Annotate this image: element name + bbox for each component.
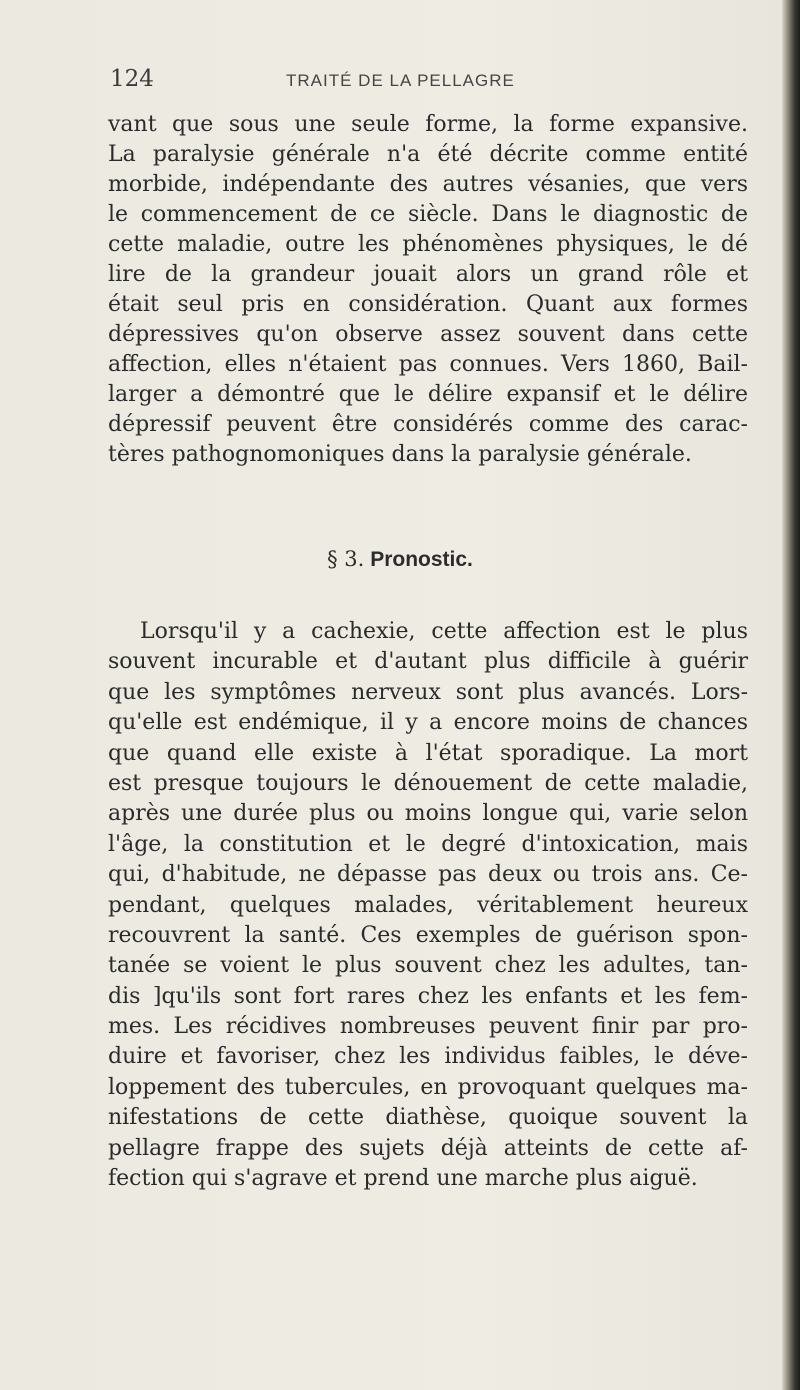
running-head: TRAITÉ DE LA PELLAGRE bbox=[286, 71, 515, 90]
paragraph-pronostic bbox=[108, 617, 748, 1194]
section-title: Pronostic. bbox=[370, 548, 473, 571]
text-line: dis ]qu'ils sont fort rares chez les enfants et les fem- bbox=[108, 983, 748, 1009]
paragraph-paralysie bbox=[108, 110, 748, 470]
page-binding-edge bbox=[782, 0, 800, 1390]
text-line: tanée se voient le plus souvent chez les adultes, tan- bbox=[108, 953, 748, 979]
text-line: La paralysie générale n'a été décrite comme entité bbox=[108, 142, 748, 167]
text-line: l'âge, la constitution et le degré d'intoxication, mais bbox=[108, 831, 748, 857]
text-line: fection qui s'agrave et prend une marche plus aiguë. bbox=[108, 1166, 698, 1192]
text-line: que les symptômes nerveux sont plus avancés. Lors- bbox=[108, 679, 748, 705]
text-line: après une durée plus ou moins longue qui, varie selon bbox=[108, 801, 748, 827]
text-line: dépressives qu'on observe assez souvent dans cette bbox=[108, 322, 748, 347]
page-number: 124 bbox=[110, 66, 154, 92]
text-line: mes. Les récidives nombreuses peuvent finir par pro- bbox=[108, 1014, 748, 1040]
text-line: vant que sous une seule forme, la forme expansive. bbox=[108, 112, 748, 137]
text-line: affection, elles n'étaient pas connues. Vers 1860, Bail- bbox=[108, 352, 748, 377]
text-line: tères pathognomoniques dans la paralysie générale. bbox=[108, 442, 692, 467]
text-line: dépressif peuvent être considérés comme des carac- bbox=[108, 412, 748, 437]
page-header bbox=[110, 66, 750, 96]
section-heading bbox=[0, 547, 800, 572]
text-line: souvent incurable et d'autant plus difficile à guérir bbox=[108, 649, 748, 675]
text-line: loppement des tubercules, en provoquant quelques ma- bbox=[108, 1074, 748, 1100]
text-line: recouvrent la santé. Ces exemples de guérison spon- bbox=[108, 922, 748, 948]
text-line: pendant, quelques malades, véritablement heureux bbox=[108, 892, 748, 918]
text-line: qui, d'habitude, ne dépasse pas deux ou trois ans. Ce- bbox=[108, 862, 748, 888]
section-number: § 3. bbox=[327, 547, 365, 571]
text-line: Lorsqu'il y a cachexie, cette affection est le plus bbox=[140, 619, 748, 644]
text-line: pellagre frappe des sujets déjà atteints de cette af- bbox=[108, 1135, 748, 1161]
text-line: qu'elle est endémique, il y a encore moins de chances bbox=[108, 710, 748, 736]
text-line: lire de la grandeur jouait alors un grand rôle et bbox=[108, 262, 748, 287]
text-line: cette maladie, outre les phénomènes physiques, le dé bbox=[108, 232, 748, 257]
text-line: morbide, indépendante des autres vésanies, que vers bbox=[108, 172, 748, 197]
text-line: larger a démontré que le délire expansif et le délire bbox=[108, 382, 748, 407]
text-line: était seul pris en considération. Quant aux formes bbox=[108, 292, 748, 317]
text-line: nifestations de cette diathèse, quoique souvent la bbox=[108, 1105, 748, 1131]
text-line: duire et favoriser, chez les individus faibles, le déve- bbox=[108, 1044, 748, 1070]
text-line: est presque toujours le dénouement de cette maladie, bbox=[108, 770, 748, 796]
text-line: que quand elle existe à l'état sporadique. La mort bbox=[108, 740, 748, 766]
text-line: le commencement de ce siècle. Dans le diagnostic de bbox=[108, 202, 748, 227]
